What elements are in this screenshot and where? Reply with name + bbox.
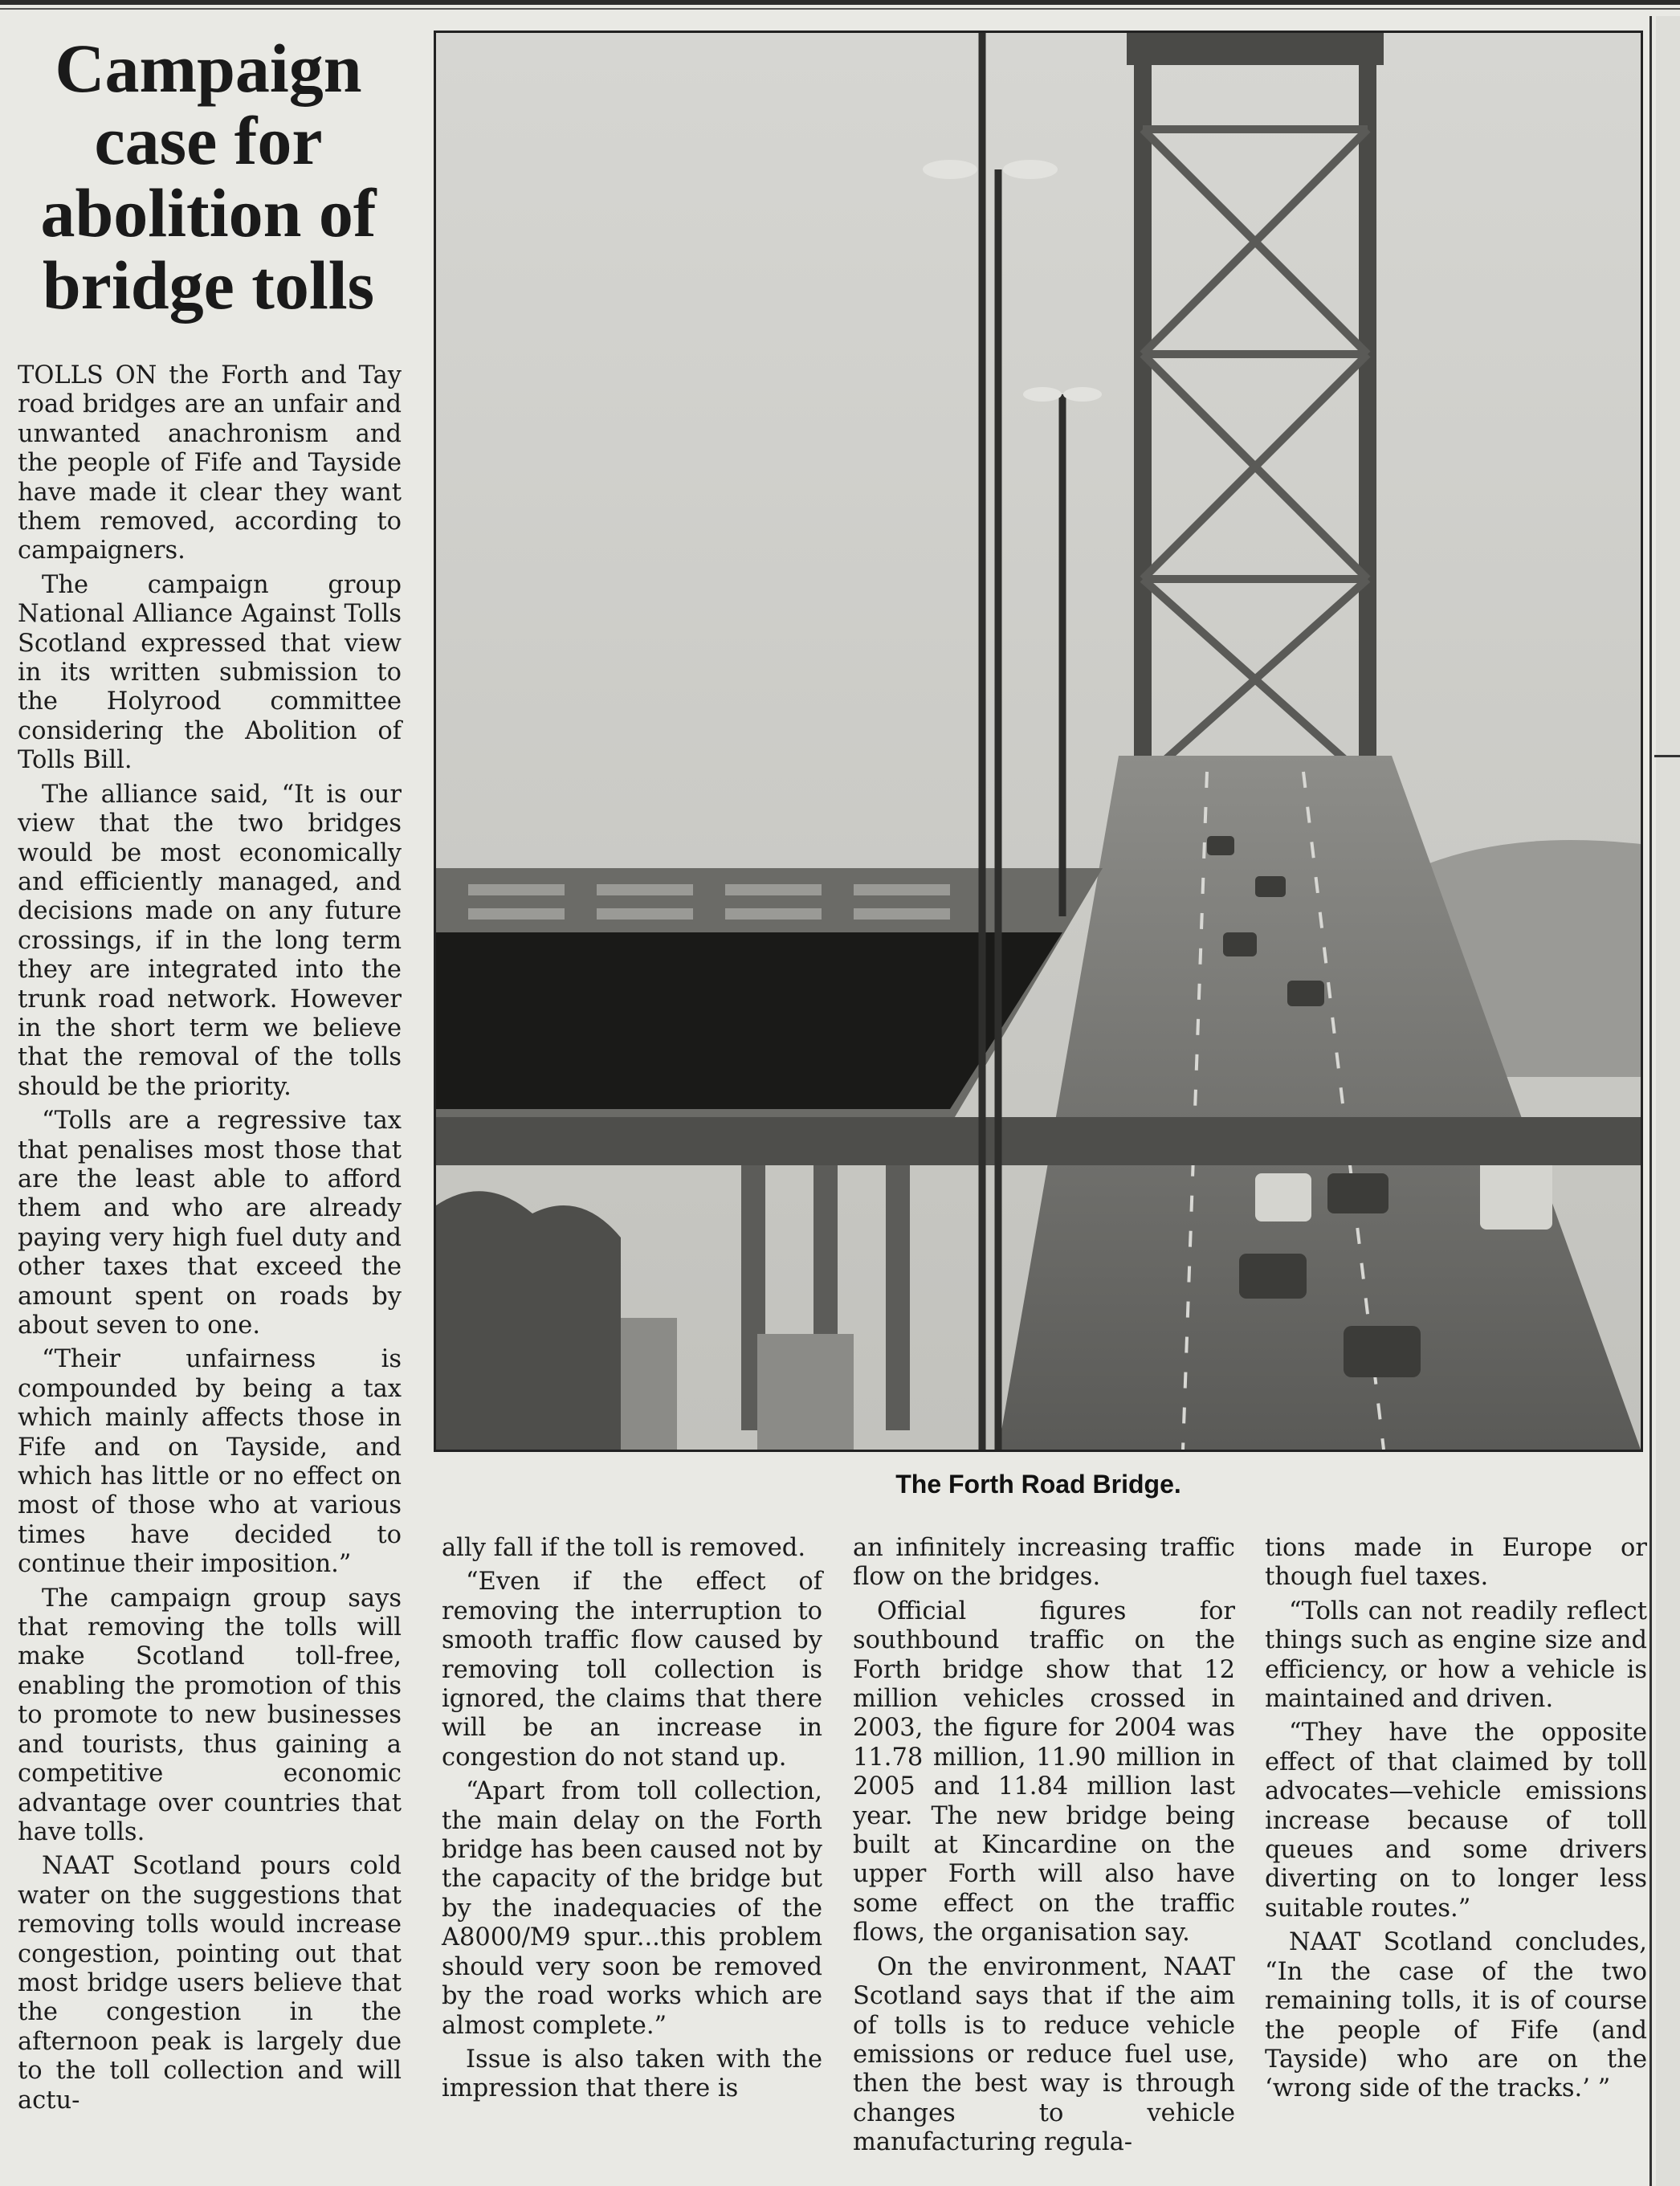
top-rule	[0, 0, 1680, 5]
adjacent-article-edge	[1656, 16, 1680, 2186]
paragraph: “Tolls are a regressive tax that penalises most those that are the least able to afford them and who are already paying very high fuel duty and other taxes that exceed the amount spent on roads by about seven to one.	[18, 1107, 402, 1340]
paragraph: TOLLS ON the Forth and Tay road bridges are an unfair and unwanted anachronism and the people of Fife and Tayside have made it clear they want them removed, according to campaigners.	[18, 361, 402, 565]
photo-caption: The Forth Road Bridge.	[895, 1470, 1181, 1499]
bridge-photo	[434, 31, 1643, 1452]
paragraph: “Apart from toll collection, the main delay on the Forth bridge has been caused not by the capacity of the bridge but by the inadequacies of the A8000/M9 spur...this problem should very soon be removed by the road works which are almost complete.”	[442, 1777, 822, 2040]
paragraph: tions made in Europe or though fuel taxes.	[1265, 1534, 1647, 1592]
adjacent-article-rule	[1654, 755, 1680, 757]
paragraph: NAAT Scotland pours cold water on the suggestions that removing tolls would increase congestion, pointing out that most bridge users believe that the congestion in the afternoon peak is largely due to the toll collection and will actu-	[18, 1852, 402, 2115]
paragraph: “Tolls can not readily reflect things such as engine size and efficiency, or how a vehicle is maintained and driven.	[1265, 1597, 1647, 1714]
right-column-rule	[1649, 16, 1652, 2186]
paragraph: The alliance said, “It is our view that the two bridges would be most economically and efficiently managed, and decisions made on any future crossings, if in the long term they are integrated into the trunk road network. However in the short term we believe that the removal of the tolls should be the priority.	[18, 780, 402, 1101]
paragraph: “Their unfairness is compounded by being a tax which mainly affects those in Fife and on Tayside, and which has little or no effect on most of those who at various times have decided to continue their imposition.”	[18, 1345, 402, 1579]
article-column-4	[1265, 1534, 1647, 2109]
paragraph: Official figures for southbound traffic on the Forth bridge show that 12 million vehicles crossed in 2003, the figure for 2004 was 11.78 million, 11.90 million in 2005 and 11.84 million last year. The new bridge being built at Kincardine on the upper Forth will also have some effect on the traffic flows, the organisation say.	[853, 1597, 1235, 1947]
paragraph: NAAT Scotland concludes, “In the case of the two remaining tolls, it is of course the people of Fife (and Tayside) who are on the ‘wrong side of the tracks.’ ”	[1265, 1928, 1647, 2103]
headline: Campaign case for abolition of bridge tolls	[40, 30, 377, 324]
paragraph: an infinitely increasing traffic flow on the bridges.	[853, 1534, 1235, 1592]
forth-road-bridge-image	[436, 33, 1641, 1450]
paragraph: “Even if the effect of removing the interruption to smooth traffic flow caused by removing toll collection is ignored, the claims that there will be an increase in congestion do not stand up.	[442, 1568, 822, 1772]
article-column-1	[18, 361, 402, 2120]
paragraph: The campaign group says that removing the tolls will make Scotland toll-free, enabling the promotion of this to promote to new businesses and tourists, thus gaining a competitive economic advantage over countries that have tolls.	[18, 1584, 402, 1846]
paragraph: ally fall if the toll is removed.	[442, 1534, 806, 1562]
article-column-3	[853, 1534, 1235, 2163]
article-column-2	[442, 1534, 822, 2109]
paragraph: The campaign group National Alliance Against Tolls Scotland expressed that view in its written submission to the Holyrood committee considering the Abolition of Tolls Bill.	[18, 570, 402, 775]
paragraph: On the environment, NAAT Scotland says that if the aim of tolls is to reduce vehicle emissions or reduce fuel use, then the best way is through changes to vehicle manufacturing regula-	[853, 1952, 1235, 2157]
paragraph: Issue is also taken with the impression that there is	[442, 2045, 822, 2103]
top-rule-thin	[0, 8, 1680, 10]
paragraph: “They have the opposite effect of that claimed by toll advocates—vehicle emissions increase because of toll queues and some drivers diverting on to longer less suitable routes.”	[1265, 1719, 1647, 1923]
